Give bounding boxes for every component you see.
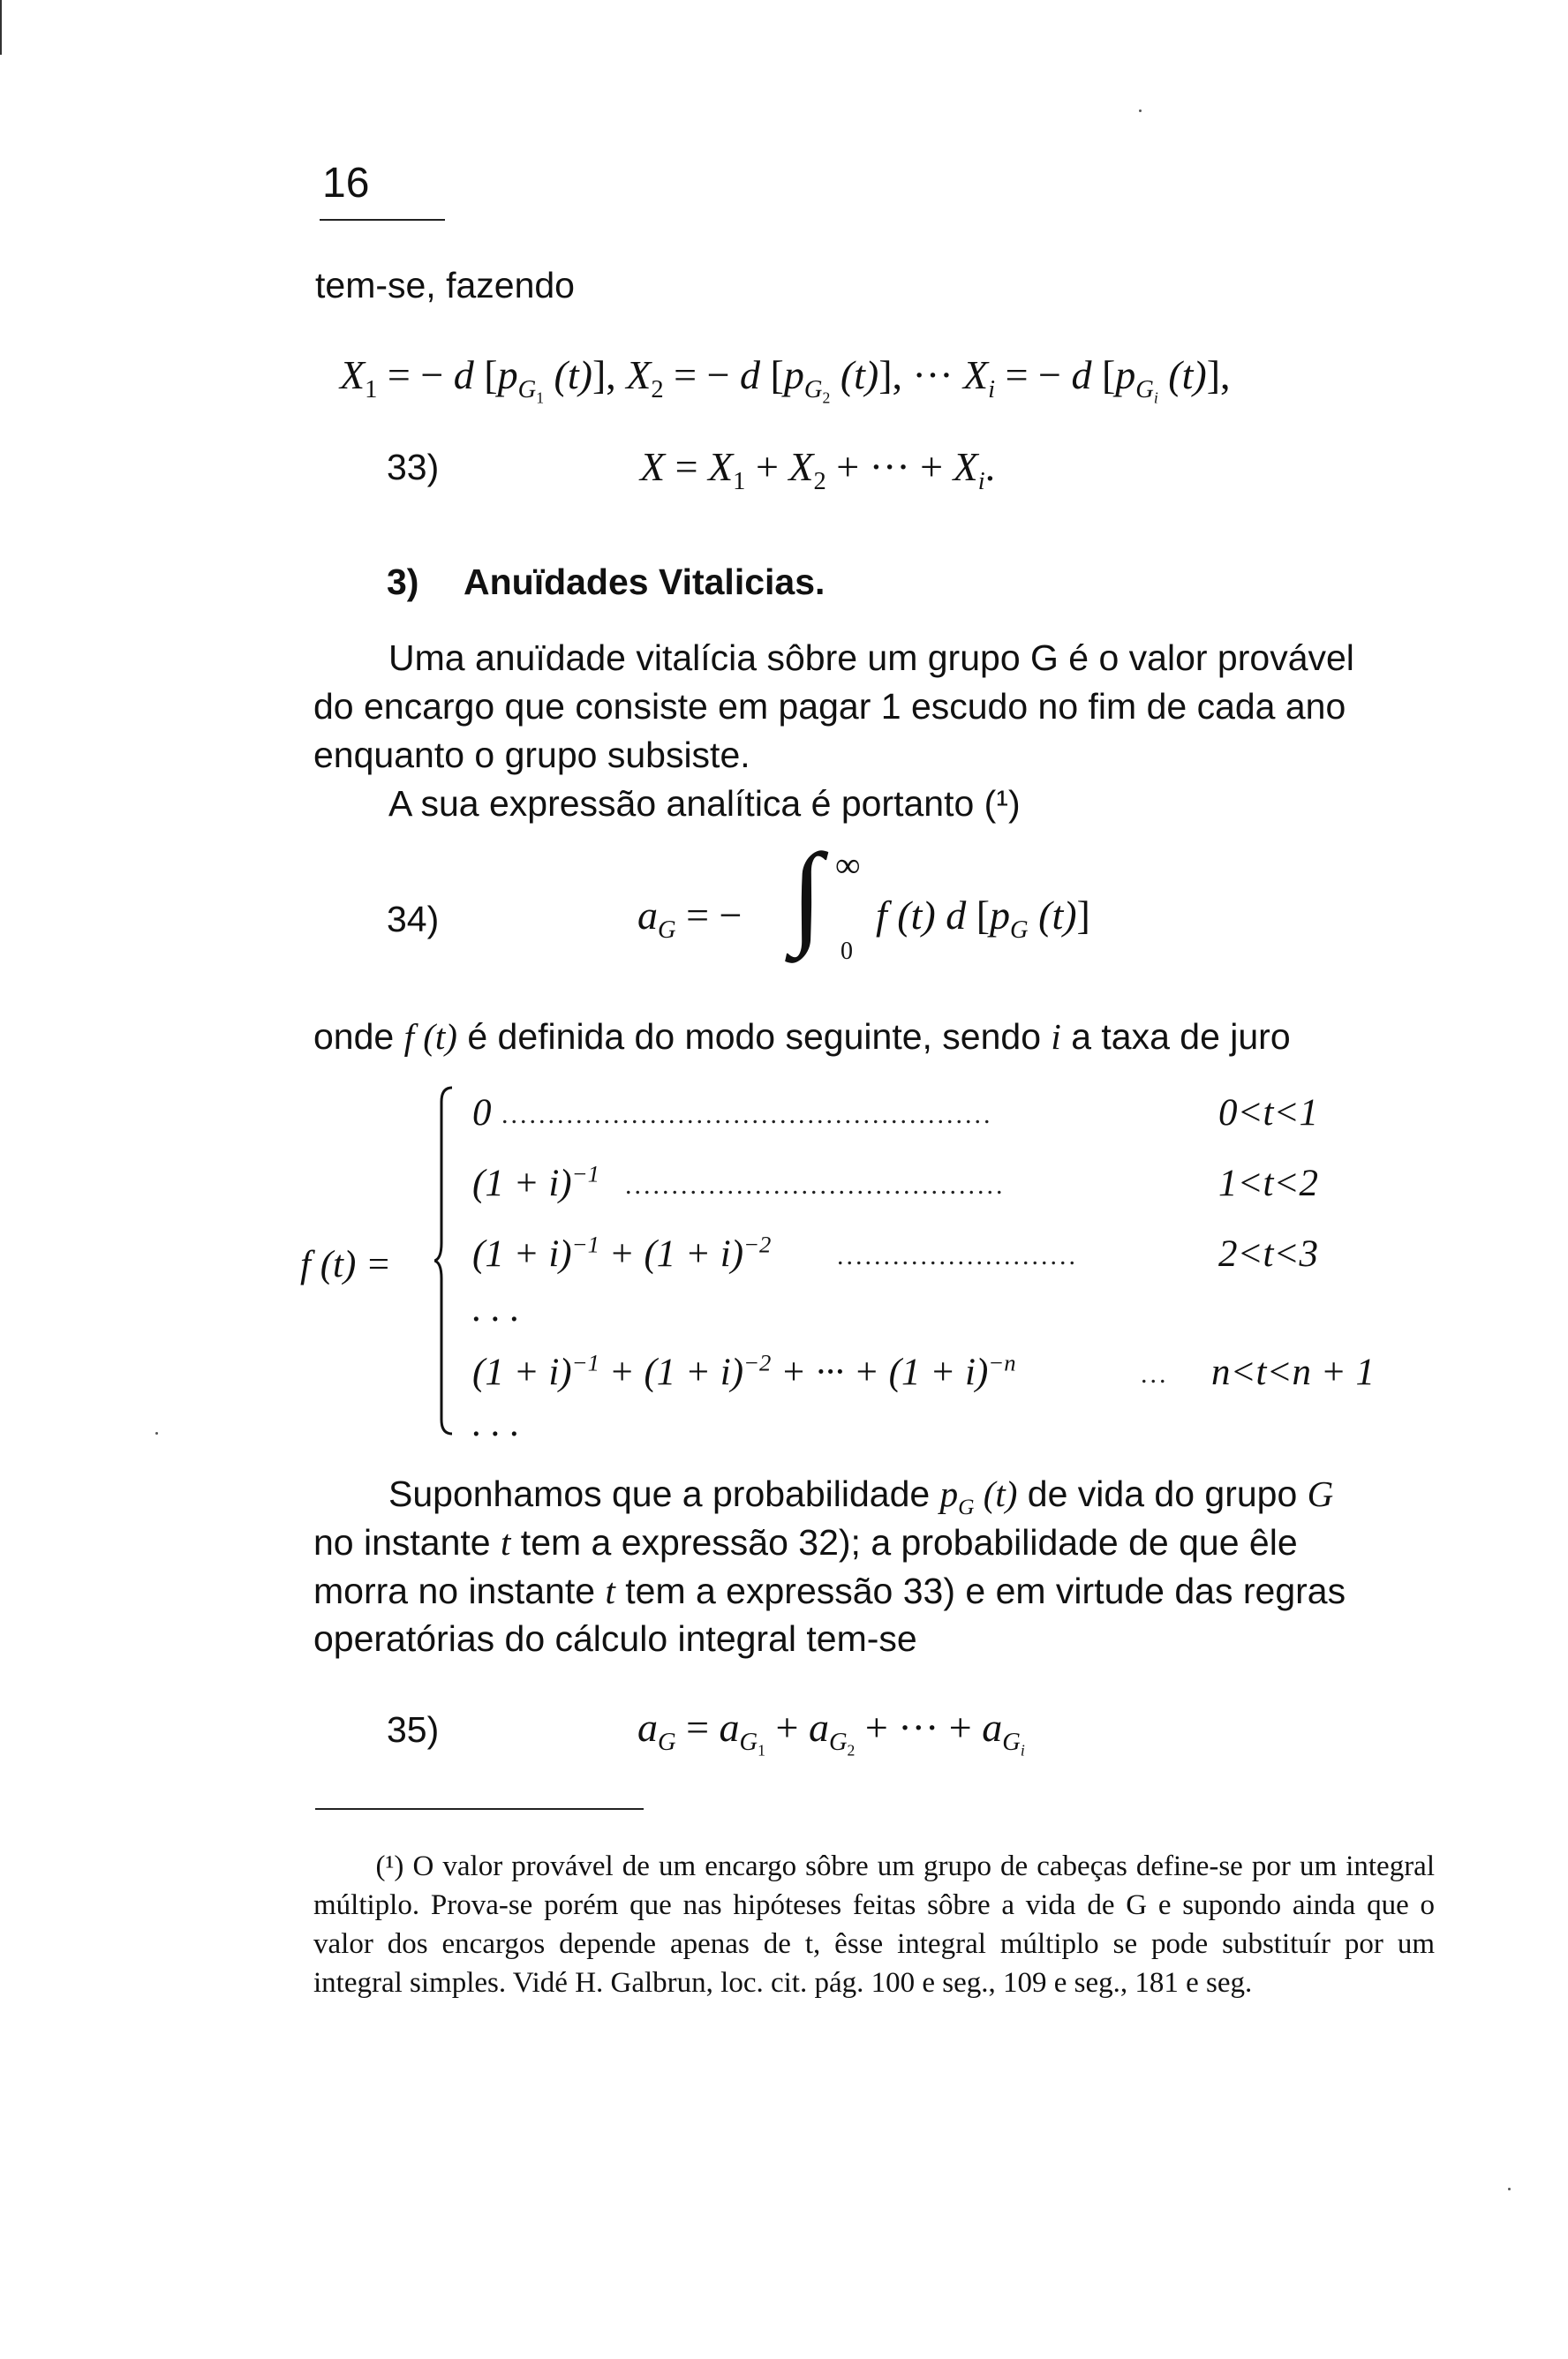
section-title: Anuïdades Vitalicias. xyxy=(464,561,825,602)
piecewise-brace-icon xyxy=(434,1084,461,1437)
paragraph-3-line-3: morra no instante t tem a expressão 33) e em virtude das regras xyxy=(313,1571,1346,1611)
equation-34-lhs: $a_G$ = − xyxy=(637,893,743,945)
integral-sign-icon: ∫ xyxy=(791,831,823,958)
case-1-condition: 0<t<1 xyxy=(1218,1092,1318,1134)
paragraph-2: A sua expressão analítica é portanto (¹) xyxy=(388,783,1021,824)
footnote-rule xyxy=(315,1808,644,1810)
case-3-expr: $(1 + i)^{-1} + (1 + i)^{-2}$ xyxy=(472,1231,772,1275)
case-2-leader: ......................................... xyxy=(625,1171,1006,1200)
case-4-ellipsis: . . . xyxy=(472,1288,520,1330)
intro-text: tem-se, fazendo xyxy=(315,265,575,305)
paragraph-1-line-2: do encargo que consiste em pagar 1 escudo no fim de cada ano xyxy=(313,686,1346,727)
equation-number-33: 33) xyxy=(387,447,440,487)
scan-speck xyxy=(1508,2188,1511,2190)
paragraph-1-line-3: enquanto o grupo subsiste. xyxy=(313,735,750,775)
scan-speck xyxy=(155,1432,158,1435)
integral-upper-limit: ∞ xyxy=(835,845,861,885)
case-1-leader: ..................................................... xyxy=(501,1100,993,1129)
case-3-condition: 2<t<3 xyxy=(1218,1233,1318,1275)
case-5-expr: $(1 + i)^{-1} + (1 + i)^{-2}$ + ··· + $(1 + i)^{-n}$ xyxy=(472,1349,1016,1393)
case-3-leader: .......................... xyxy=(837,1241,1078,1270)
page-number-rule xyxy=(320,219,445,221)
integral-lower-limit: 0 xyxy=(841,938,853,965)
definition-intro: onde f (t) é definida do modo seguinte, sendo i a taxa de juro xyxy=(313,1016,1291,1057)
equation-number-35: 35) xyxy=(387,1709,440,1750)
equation-x-definitions: $X_1$ = − d [$p_{G_1}$ (t)], $X_2$ = − d [$p_{G_2}$ (t)], ··· $X_i$ = − d [$p_{G_i}$ (t)], xyxy=(340,352,1231,407)
footnote-text: O valor provável de um encargo sôbre um grupo de cabeças define-se por um integral múltiplo. Prova-se porém que nas hipóteses feitas sôbre a vida de G e supondo ainda que o valor dos encargos depende apenas de t, êsse integral múltiplo se pode substituír por um integral simples. Vidé H. Galbrun, loc. cit. pág. 100 e seg., 109 e seg., 181 e seg. xyxy=(313,1850,1436,1999)
footnote xyxy=(313,1847,1435,2002)
equation-number-34: 34) xyxy=(387,899,440,939)
section-number: 3) xyxy=(387,561,419,602)
equation-34-integrand: f (t) d [$p_G$ (t)] xyxy=(876,893,1090,945)
page-number: 16 xyxy=(322,160,370,207)
paragraph-3-line-2: no instante t tem a expressão 32); a probabilidade de que êle xyxy=(313,1522,1298,1563)
case-2-condition: 1<t<2 xyxy=(1218,1163,1318,1204)
paragraph-3-line-1: Suponhamos que a probabilidade $p_G$ (t) de vida do grupo G xyxy=(388,1473,1334,1520)
equation-33: $X = X_1 + X_2$ + ··· + $X_i$. xyxy=(640,444,996,496)
footnote-marker: (¹) xyxy=(375,1850,404,1882)
equation-35: $a_G = a_{G_1} + a_{G_2}$ + ··· + $a_{G_i}$ xyxy=(637,1705,1025,1760)
case-2-expr: $(1 + i)^{-1}$ xyxy=(472,1160,599,1204)
case-1-expr: 0 xyxy=(472,1092,492,1134)
case-5-leader: ... xyxy=(1141,1360,1169,1389)
case-6-ellipsis: . . . xyxy=(472,1403,520,1444)
paragraph-3-line-4: operatórias do cálculo integral tem-se xyxy=(313,1618,917,1659)
piecewise-lhs: f (t) = xyxy=(300,1244,392,1285)
scan-edge-mark xyxy=(0,0,2,55)
paragraph-1-line-1: Uma anuïdade vitalícia sôbre um grupo G é o valor provável xyxy=(388,637,1354,678)
scan-speck xyxy=(1139,109,1142,112)
case-5-condition: n<t<n + 1 xyxy=(1211,1352,1375,1393)
